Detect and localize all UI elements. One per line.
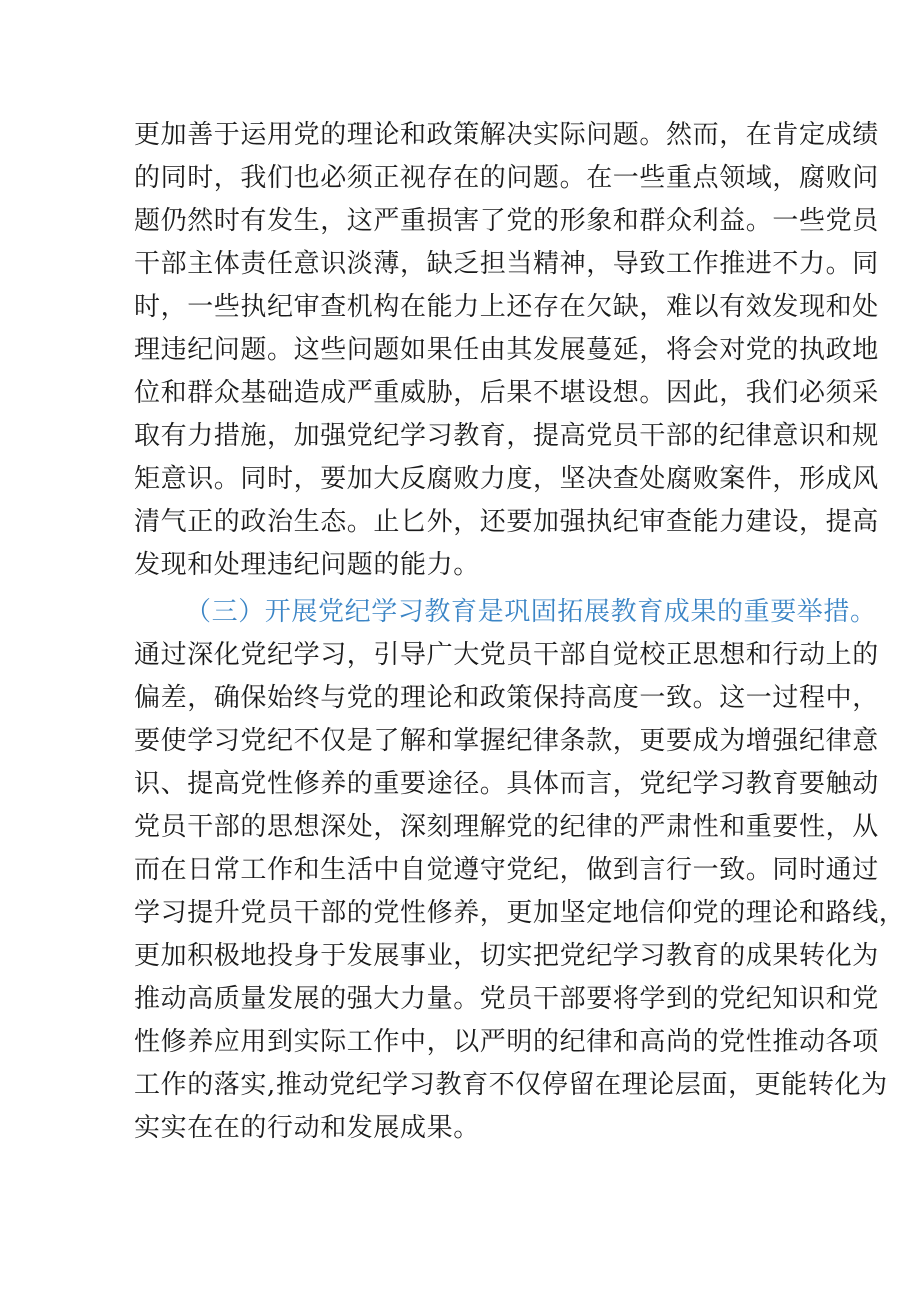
body-line: 题仍然时有发生，这严重损害了党的形象和群众利益。一些党员 (134, 206, 879, 236)
body-line: 学习提升党员干部的党性修养，更加坚定地信仰党的理论和路线， (134, 898, 906, 928)
body-line: 清气正的政治生态。止匕外，还要加强执纪审查能力建设，提高 (134, 507, 879, 537)
body-line: 党员干部的思想深处，深刻理解党的纪律的严肃性和重要性，从 (134, 812, 879, 842)
section-heading: （三）开展党纪学习教育是巩固拓展教育成果的重要举措。 (185, 597, 877, 627)
body-line: 更加善于运用党的理论和政策解决实际问题。然而，在肯定成绩 (134, 120, 879, 150)
body-line: 偏差，确保始终与党的理论和政策保持高度一致。这一过程中， (134, 683, 879, 713)
body-line: 干部主体责任意识淡薄，缺乏担当精神，导致工作推进不力。同 (134, 249, 879, 279)
body-line: 要使学习党纪不仅是了解和掌握纪律条款，更要成为增强纪律意 (134, 726, 879, 756)
body-line: 实实在在的行动和发展成果。 (134, 1113, 480, 1143)
body-line: 推动高质量发展的强大力量。党员干部要将学到的党纪知识和党 (134, 984, 879, 1014)
body-line: 理违纪问题。这些问题如果任由其发展蔓延，将会对党的执政地 (134, 335, 879, 365)
body-line: 更加积极地投身于发展事业，切实把党纪学习教育的成果转化为 (134, 941, 879, 971)
body-line: 取有力措施，加强党纪学习教育，提高党员干部的纪律意识和规 (134, 421, 879, 451)
body-line: 识、提高党性修养的重要途径。具体而言，党纪学习教育要触动 (134, 769, 879, 799)
body-line: 位和群众基础造成严重威胁，后果不堪设想。因此，我们必须采 (134, 378, 879, 408)
body-line: 时，一些执纪审查机构在能力上还存在欠缺，难以有效发现和处 (134, 292, 879, 322)
body-line: 工作的落实,推动党纪学习教育不仅停留在理论层面，更能转化为 (134, 1070, 888, 1100)
body-line: 矩意识。同时，要加大反腐败力度，坚决查处腐败案件，形成风 (134, 464, 879, 494)
body-line: 的同时，我们也必须正视存在的问题。在一些重点领域，腐败问 (134, 163, 879, 193)
body-line: 通过深化党纪学习，引导广大党员干部自觉校正思想和行动上的 (134, 640, 879, 670)
body-line: 而在日常工作和生活中自觉遵守党纪，做到言行一致。同时通过 (134, 855, 879, 885)
body-line: 发现和处理违纪问题的能力。 (134, 550, 480, 580)
body-line: 性修养应用到实际工作中，以严明的纪律和高尚的党性推动各项 (134, 1027, 879, 1057)
